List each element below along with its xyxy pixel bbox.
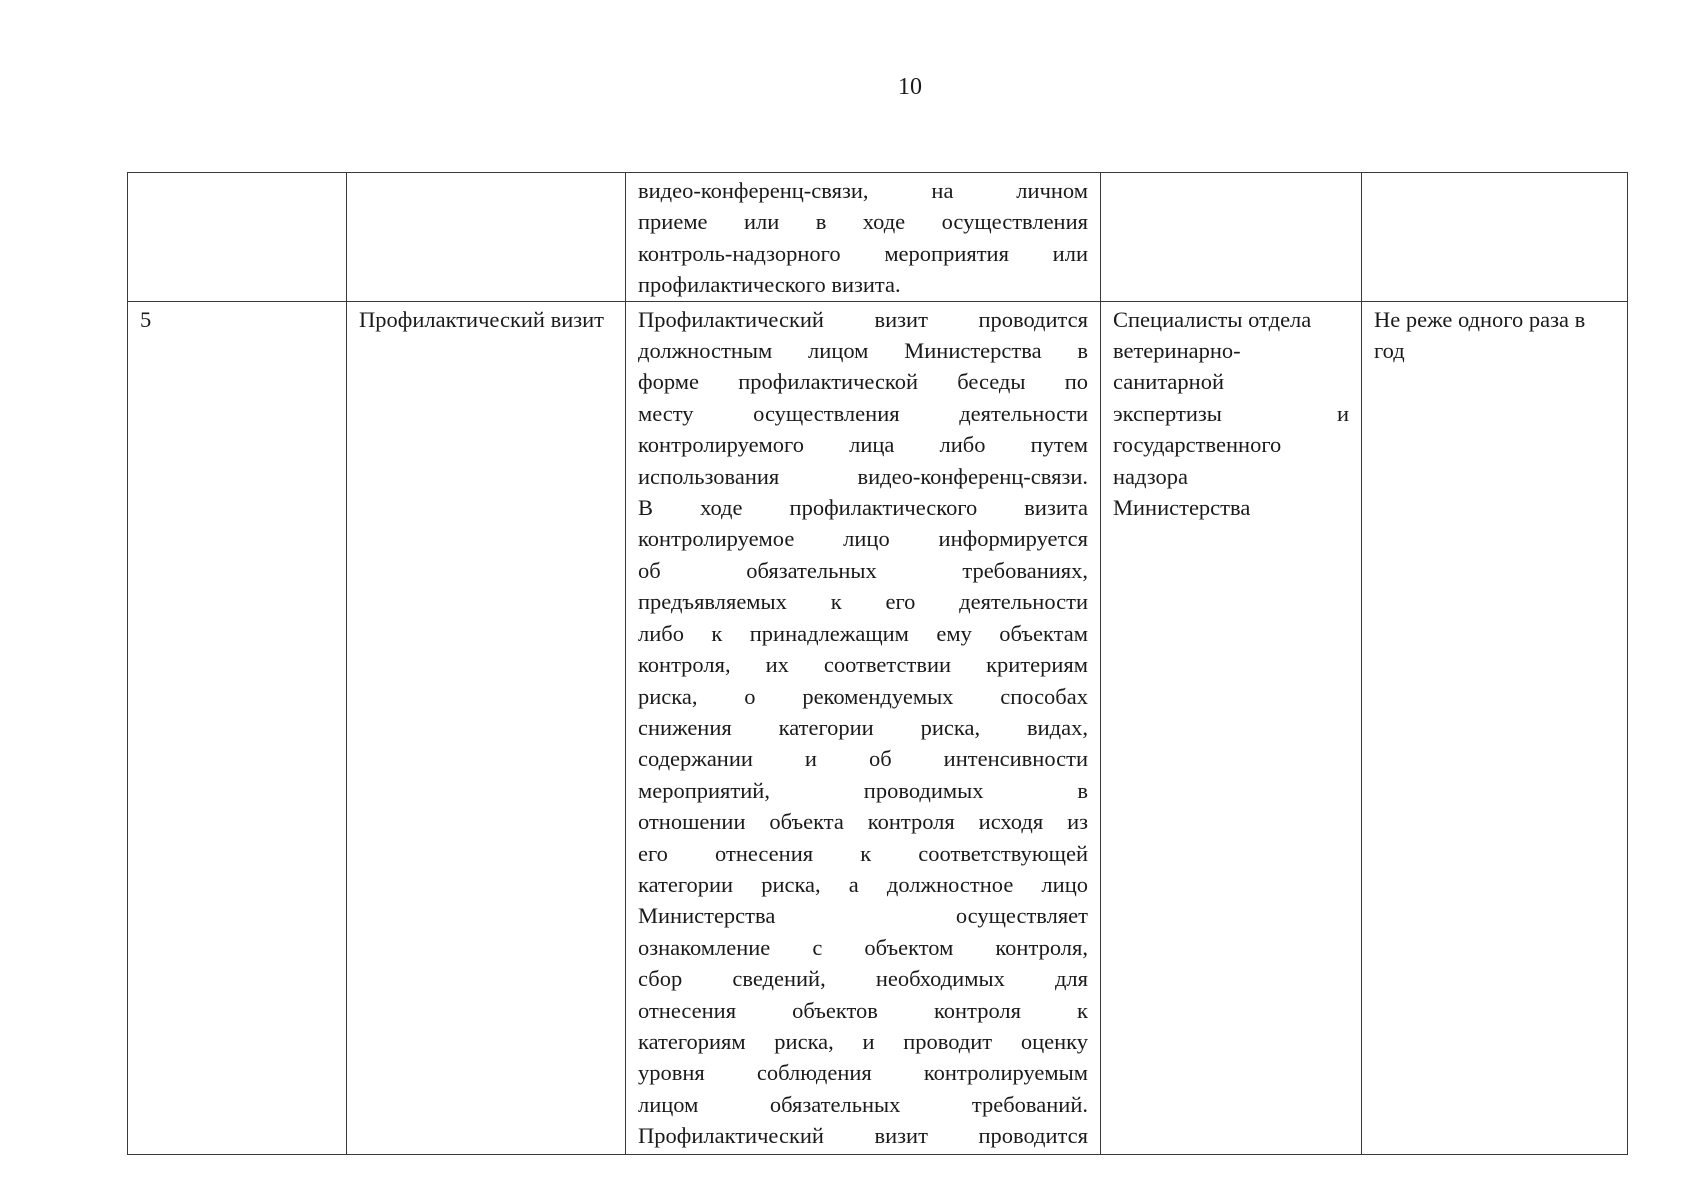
description-line: уровня соблюдения контролируемым [638,1060,1088,1086]
cell-description [626,173,1101,302]
description-line: содержании и об интенсивности [638,746,1088,772]
description-line: категории риска, а должностное лицо [638,871,1088,897]
frequency-text: Не реже одного раза в год [1374,306,1586,364]
table-row-continuation [128,173,1628,302]
description-line: риска, о рекомендуемых способах [638,683,1088,709]
cell-frequency [1362,173,1628,302]
description-line: ознакомление с объектом контроля, [638,934,1088,960]
table-row-5 [128,301,1628,1154]
description-line: предъявляемых к его деятельности [638,589,1088,615]
description-line: видео-конференц-связи, на личном [638,178,1088,203]
description-line: контроль-надзорного мероприятия или [638,240,1088,266]
plan-table [127,172,1628,1155]
responsible-line: Министерства [1113,495,1251,521]
description-line: его отнесения к соответствующей [638,840,1088,866]
description-line: об обязательных требованиях, [638,557,1088,583]
description-line: форме профилактической беседы по [638,369,1088,395]
description-line: контролируемое лицо информируется [638,526,1088,552]
responsible-line: ветеринарно- [1113,338,1241,364]
cell-frequency [1362,301,1628,1154]
cell-measure-name [347,173,626,302]
measure-name-text: Профилактический визит [359,306,605,332]
description-line: Министерства осуществляет [638,903,1088,929]
cell-responsible [1101,173,1362,302]
description-line: профилактического визита. [638,272,901,298]
responsible-line: Специалисты отдела [1113,306,1312,332]
description-line: Профилактический визит проводится [638,1123,1088,1149]
page-number: 10 [898,74,922,100]
description-line: категориям риска, и проводит оценку [638,1028,1088,1054]
description-line: либо к принадлежащим ему объектам [638,620,1088,646]
responsible-line: государственного [1113,432,1282,458]
cell-number: 5 [128,301,347,1154]
description-line: месту осуществления деятельности [638,400,1088,426]
description-line: сбор сведений, необходимых для [638,966,1088,992]
responsible-line: санитарной [1113,369,1225,395]
description-line: Профилактический визит проводится [638,306,1088,332]
cell-responsible [1101,301,1362,1154]
description-line: должностным лицом Министерства в [638,338,1088,364]
description-line: мероприятий, проводимых в [638,777,1088,803]
description-line: лицом обязательных требований. [638,1091,1088,1117]
description-line: снижения категории риска, видах, [638,714,1088,740]
responsible-line: экспертизы и [1113,400,1349,426]
description-line: приеме или в ходе осуществления [638,209,1088,235]
cell-number [128,173,347,302]
description-line: контролируемого лица либо путем [638,432,1088,458]
description-line: отнесения объектов контроля к [638,997,1088,1023]
responsible-line: надзора [1113,463,1188,489]
description-line: отношении объекта контроля исходя из [638,809,1088,835]
description-line: использования видео-конференц-связи. [638,463,1088,489]
description-line: В ходе профилактического визита [638,495,1088,521]
cell-measure-name [347,301,626,1154]
cell-description [626,301,1101,1154]
description-line: контроля, их соответствии критериям [638,652,1088,678]
